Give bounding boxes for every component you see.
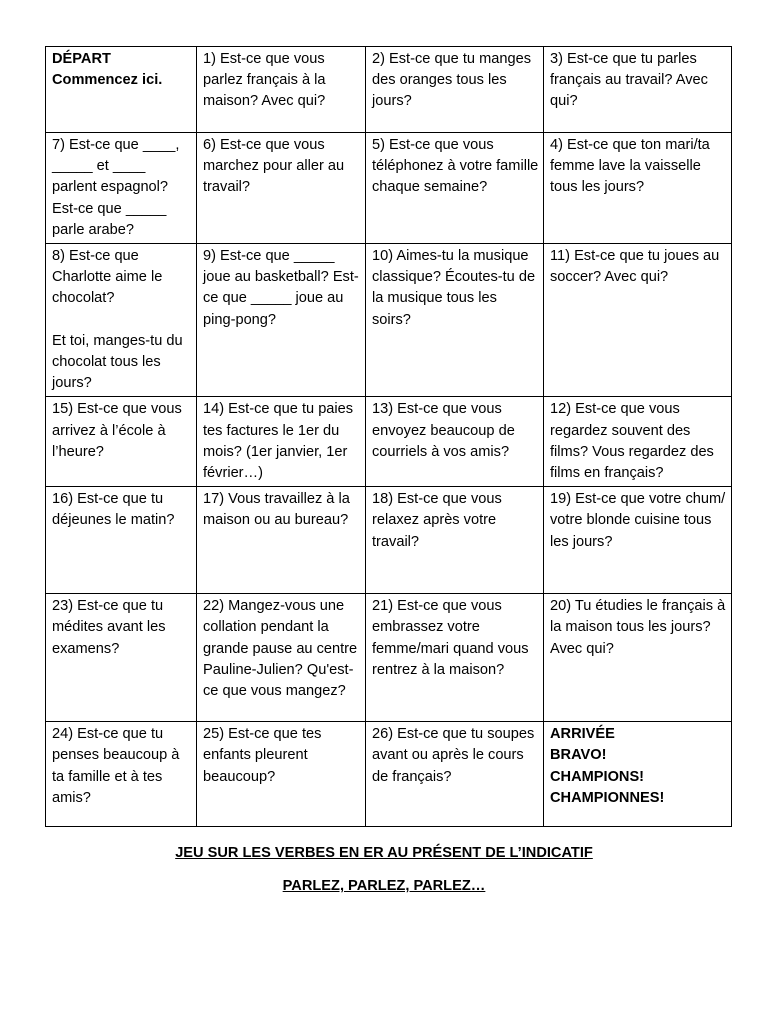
cell-text — [52, 310, 192, 331]
cell-text: 20) Tu étudies le français à la maison tous les jours? Avec qui? — [550, 598, 730, 657]
worksheet-subtitle: PARLEZ, PARLEZ, PARLEZ… — [282, 878, 486, 894]
board-cell — [46, 722, 197, 827]
board-cell — [46, 594, 197, 722]
worksheet-title: JEU SUR LES VERBES EN ER AU PRÉSENT DE L’INDICATIF — [175, 845, 593, 861]
cell-text: 19) Est-ce que votre chum/ votre blonde cuisine tous les jours? — [550, 491, 730, 550]
cell-text: 17) Vous travaillez à la maison ou au bureau? — [203, 491, 354, 529]
cell-text: 6) Est-ce que vous marchez pour aller au travail? — [203, 137, 349, 196]
cell-text: 26) Est-ce que tu soupes avant ou après le cours de français? — [372, 726, 539, 785]
board-cell — [366, 594, 544, 722]
cell-text: 25) Est-ce que tes enfants pleurent beaucoup? — [203, 726, 326, 785]
board-cell — [46, 244, 197, 397]
cell-text: 22) Mangez-vous une collation pendant la grande pause au centre Pauline-Julien? Qu'est-ce que vous mangez? — [203, 598, 362, 700]
cell-text: BRAVO! — [550, 747, 607, 764]
cell-text: CHAMPIONS! — [550, 768, 645, 785]
board-cell — [197, 594, 366, 722]
cell-text: 5) Est-ce que vous téléphonez à votre famille chaque semaine? — [372, 137, 543, 196]
cell-text: 2) Est-ce que tu manges des oranges tous les jours? — [372, 51, 536, 110]
cell-text: 14) Est-ce que tu paies tes factures le 1er du mois? (1er janvier, 1er février…) — [203, 401, 358, 482]
board-row — [46, 47, 732, 133]
board-row — [46, 397, 732, 487]
cell-text: 3) Est-ce que tu parles français au travail? Avec qui? — [550, 51, 712, 110]
cell-text: 21) Est-ce que vous embrassez votre femme/mari quand vous rentrez à la maison? — [372, 598, 533, 678]
board-cell — [366, 244, 544, 397]
cell-text: 15) Est-ce que vous arrivez à l’école à l’heure? — [52, 401, 186, 460]
board-cell — [197, 397, 366, 487]
cell-text: DÉPART — [52, 51, 111, 67]
board-cell — [197, 244, 366, 397]
game-board-table — [45, 46, 732, 827]
board-cell — [544, 487, 732, 594]
cell-text: 11) Est-ce que tu joues au soccer? Avec qui? — [550, 248, 724, 286]
cell-text: 13) Est-ce que vous envoyez beaucoup de courriels à vos amis? — [372, 401, 519, 460]
cell-text: Et toi, manges-tu du chocolat tous les jours? — [52, 332, 187, 392]
board-cell — [544, 722, 732, 827]
board-cell — [46, 397, 197, 487]
board-row — [46, 487, 732, 594]
board-cell — [197, 133, 366, 244]
cell-text: 1) Est-ce que vous parlez français à la maison? Avec qui? — [203, 51, 330, 110]
board-cell — [46, 47, 197, 133]
board-cell — [366, 397, 544, 487]
cell-text: 8) Est-ce que Charlotte aime le chocolat? — [52, 248, 167, 307]
cell-text: 4) Est-ce que ton mari/ta femme lave la vaisselle tous les jours? — [550, 137, 714, 196]
board-row — [46, 722, 732, 827]
cell-text: CHAMPIONNES! — [550, 789, 665, 806]
cell-text: 10) Aimes-tu la musique classique? Écoutes-tu de la musique tous les soirs? — [372, 248, 540, 328]
board-cell — [366, 47, 544, 133]
cell-text: 24) Est-ce que tu penses beaucoup à ta famille et à tes amis? — [52, 726, 184, 806]
board-row — [46, 133, 732, 244]
board-cell — [544, 47, 732, 133]
cell-text: 9) Est-ce que _____ joue au basketball? Est-ce que _____ joue au ping-pong? — [203, 248, 359, 328]
board-cell — [544, 594, 732, 722]
board-cell — [197, 487, 366, 594]
board-cell — [46, 133, 197, 244]
cell-text: Commencez ici. — [52, 72, 163, 89]
board-cell — [544, 397, 732, 487]
board-cell — [366, 722, 544, 827]
board-cell — [366, 487, 544, 594]
cell-text: ARRIVÉE — [550, 726, 615, 743]
board-cell — [544, 133, 732, 244]
cell-text: 12) Est-ce que vous regardez souvent des films? Vous regardez des films en français? — [550, 401, 718, 482]
cell-text: 7) Est-ce que ____, _____ et ____ parlent espagnol? Est-ce que _____ parle arabe? — [52, 137, 184, 238]
cell-text: 23) Est-ce que tu médites avant les examens? — [52, 598, 170, 657]
cell-text: 18) Est-ce que vous relaxez après votre travail? — [372, 491, 506, 550]
board-row — [46, 244, 732, 397]
game-board-body — [46, 47, 732, 827]
board-row — [46, 594, 732, 722]
board-cell — [544, 244, 732, 397]
cell-text: 16) Est-ce que tu déjeunes le matin? — [52, 491, 175, 529]
board-cell — [46, 487, 197, 594]
board-cell — [366, 133, 544, 244]
board-cell — [197, 47, 366, 133]
board-cell — [197, 722, 366, 827]
